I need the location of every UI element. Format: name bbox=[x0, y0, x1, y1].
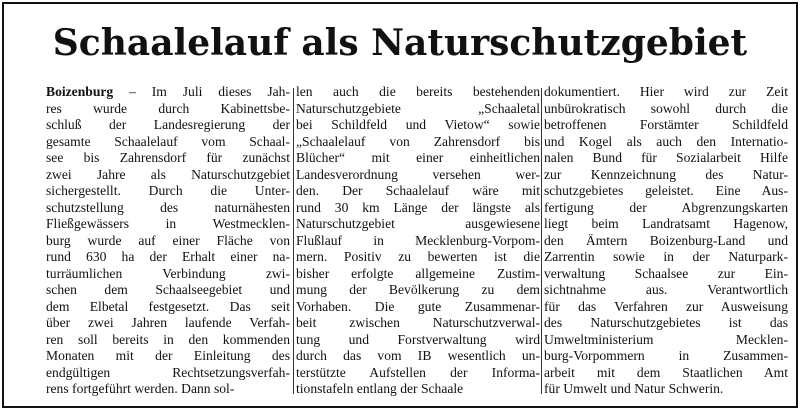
text-line bbox=[46, 84, 290, 101]
text-line: Naturschutzgebiete „Schaaletal bbox=[296, 100, 540, 116]
text-line: Monaten mit der Einleitung des bbox=[46, 348, 290, 363]
text-line: schutzstellung des naturnähesten bbox=[46, 199, 290, 215]
text-line: Naturschutzgebiet ausgewiesene bbox=[296, 216, 540, 231]
text-line: ren soll bereits in den kommenden bbox=[46, 331, 290, 347]
text-line: Zarrentin sowie in der Naturpark- bbox=[544, 249, 788, 264]
column-divider bbox=[541, 88, 542, 394]
text-line: fertigung der Abgrenzungskarten bbox=[544, 199, 788, 215]
text-line: sichergestellt. Durch die Unter- bbox=[46, 183, 290, 198]
text-line: Umweltministerium Mecklen- bbox=[544, 331, 788, 347]
text-line: betroffenen Forstämter Schildfeld bbox=[544, 117, 788, 132]
article-column-1 bbox=[46, 84, 290, 400]
text-line: burg-Vorpommern in Zusammen- bbox=[544, 348, 788, 363]
text-line: turräumlichen Verbindung zwi- bbox=[46, 265, 290, 281]
text-line: terstützte Aufstellen der Informa- bbox=[296, 364, 540, 380]
text-line: „Schaalelauf von Zahrensdorf bis bbox=[296, 133, 540, 149]
text-line: Landesverordnung versehen wer- bbox=[296, 166, 540, 182]
text-line: durch das vom IB wesentlich un- bbox=[296, 348, 540, 363]
dateline: Boizenburg bbox=[46, 84, 114, 99]
text-line: schluß der Landesregierung der bbox=[46, 117, 290, 132]
text-line: Fließgewässers in Westmecklen- bbox=[46, 216, 290, 231]
text-line: burg wurde auf einer Fläche von bbox=[46, 232, 290, 248]
text-line: nalen Bund für Sozialarbeit Hilfe bbox=[544, 150, 788, 165]
text-line: arbeit mit dem Staatlichen Amt bbox=[544, 364, 788, 380]
text-line: den. Der Schaalelauf wäre mit bbox=[296, 183, 540, 198]
text-line: zur Kennzeichnung des Natur- bbox=[544, 166, 788, 182]
text-line: Blücher“ mit einer einheitlichen bbox=[296, 150, 540, 165]
text-line: gesamte Schaalelauf vom Schaal- bbox=[46, 133, 290, 149]
article-column-3 bbox=[544, 84, 788, 400]
text-line: beit zwischen Naturschutzverwal- bbox=[296, 315, 540, 330]
text-line: bisher erfolgte allgemeine Zustim- bbox=[296, 265, 540, 281]
column-divider bbox=[293, 88, 294, 394]
text-line: see bis Zahrensdorf für zunächst bbox=[46, 150, 290, 165]
text-line: rens fortgeführt werden. Dann sol- bbox=[46, 381, 235, 396]
text-line: den Ämtern Boizenburg-Land und bbox=[544, 232, 788, 248]
text-line: zwei Jahre als Naturschutzgebiet bbox=[46, 166, 290, 182]
text-line: Flußlauf in Mecklenburg-Vorpom- bbox=[296, 232, 540, 248]
text-line: und Kogel als auch den Internatio- bbox=[544, 133, 788, 149]
newspaper-clipping bbox=[2, 2, 798, 408]
text-line: mern. Positiv zu bewerten ist die bbox=[296, 249, 540, 264]
text-line: schutzgebietes geleistet. Eine Aus- bbox=[544, 183, 788, 198]
text-line: tung und Forstverwaltung wird bbox=[296, 331, 540, 347]
headline: Schaalelauf als Naturschutzgebiet bbox=[52, 22, 748, 64]
text-line: über zwei Jahren laufende Verfah- bbox=[46, 315, 290, 330]
text-line: liegt beim Landratsamt Hagenow, bbox=[544, 216, 788, 231]
article-column-2 bbox=[296, 84, 540, 400]
text-line: für das Verfahren zur Ausweisung bbox=[544, 298, 788, 314]
text-line: bei Schildfeld und Vietow“ sowie bbox=[296, 117, 540, 132]
text-line: rund 630 ha der Erhalt einer na- bbox=[46, 249, 290, 264]
text-line: len auch die bereits bestehenden bbox=[296, 84, 540, 99]
text-line: schen dem Schaalseegebiet und bbox=[46, 282, 290, 297]
text-fragment: – Im Juli dieses Jah- bbox=[129, 84, 290, 99]
text-line: sichtnahme aus. Verantwortlich bbox=[544, 282, 788, 297]
text-line: für Umwelt und Natur Schwerin. bbox=[544, 381, 724, 396]
text-line: unbürokratisch sowohl durch die bbox=[544, 100, 788, 116]
text-line: Vorhaben. Die gute Zusammenar- bbox=[296, 298, 540, 314]
text-line: endgültigen Rechtsetzungsverfah- bbox=[46, 364, 290, 380]
text-line: verwaltung Schaalsee zur Ein- bbox=[544, 265, 788, 281]
text-line: rund 30 km Länge der längste als bbox=[296, 199, 540, 215]
text-line: res wurde durch Kabinettsbe- bbox=[46, 100, 290, 116]
text-line: des Naturschutzgebietes ist das bbox=[544, 315, 788, 330]
text-line: dem Elbetal festgesetzt. Das seit bbox=[46, 298, 290, 314]
text-line: dokumentiert. Hier wird zur Zeit bbox=[544, 84, 788, 99]
text-line: tionstafeln entlang der Schaale bbox=[296, 381, 464, 396]
text-line: mung der Bevölkerung zu dem bbox=[296, 282, 540, 297]
